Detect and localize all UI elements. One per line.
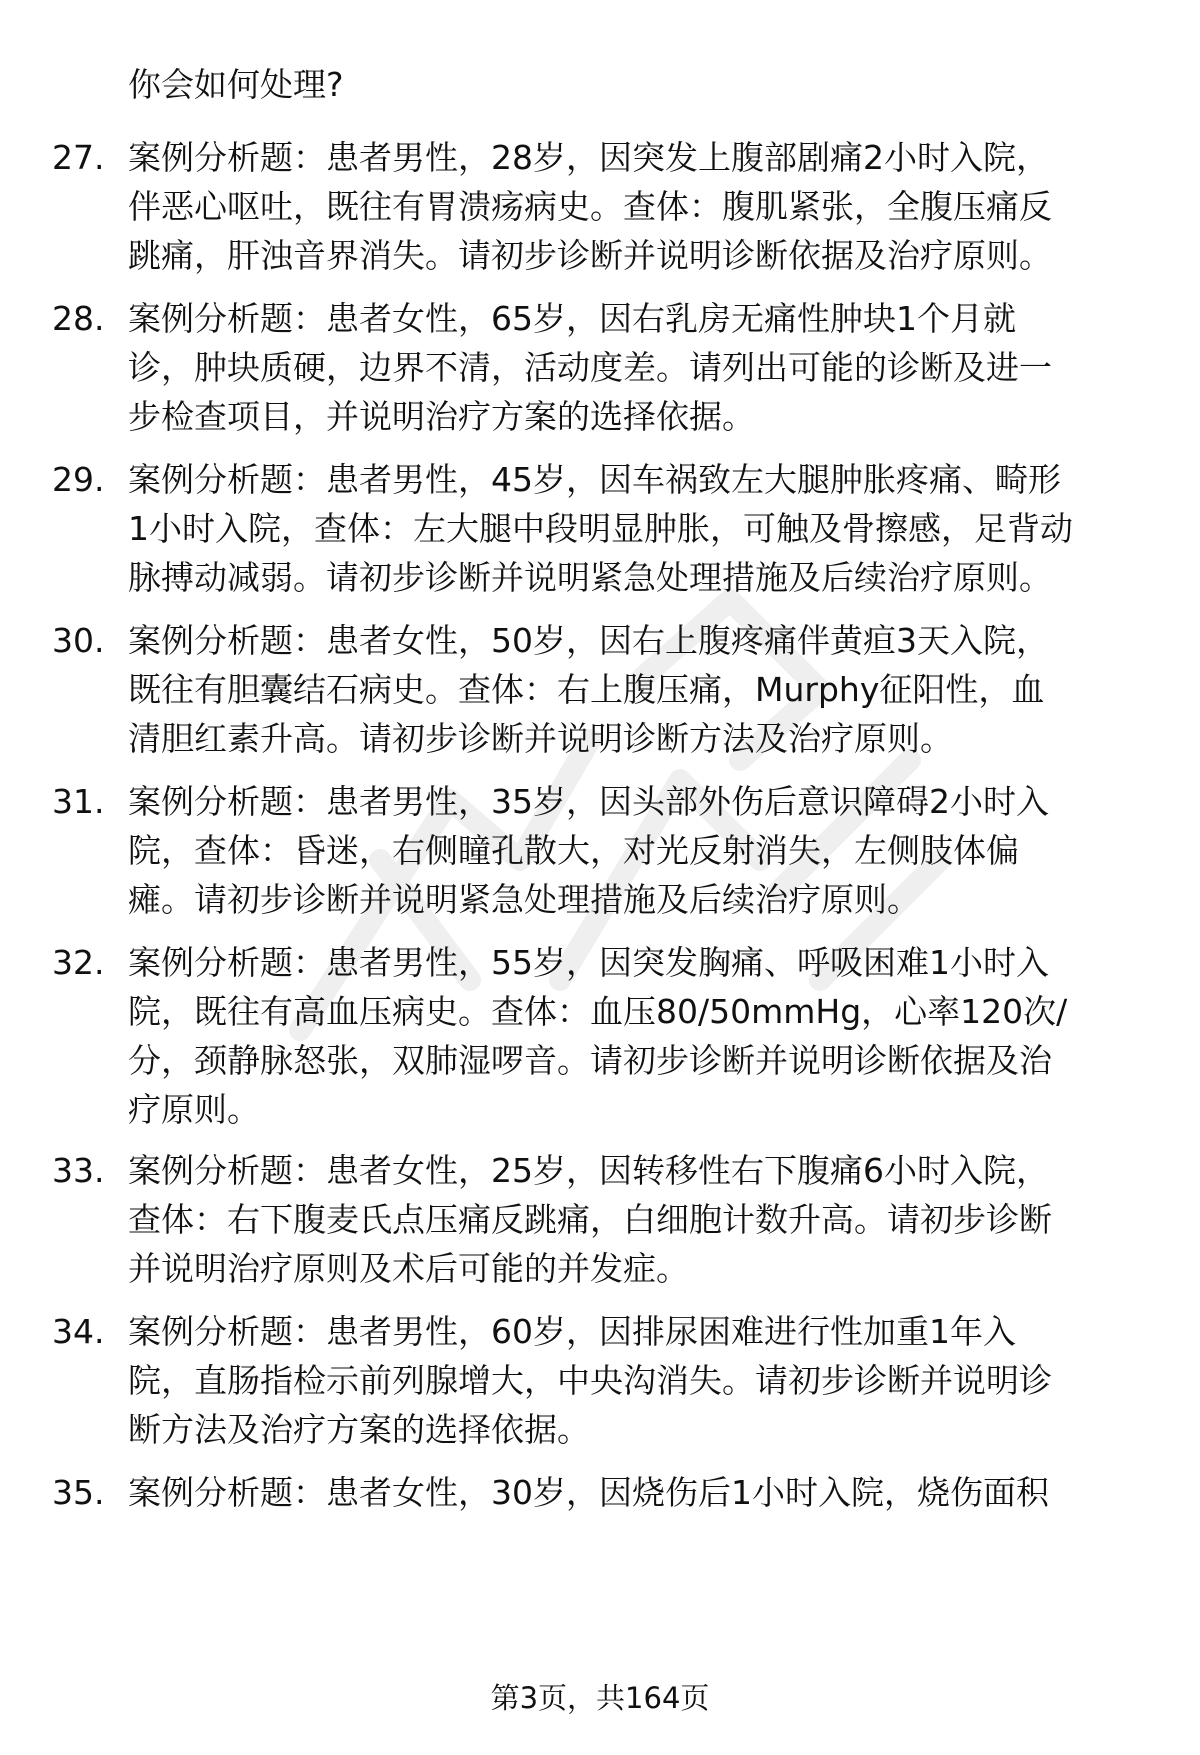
question-number: 34. — [52, 1312, 105, 1351]
question-line: 分，颈静脉怒张，双肺湿啰音。请初步诊断并说明诊断依据及治 — [128, 1041, 1052, 1080]
question-line: 疗原则。 — [128, 1090, 260, 1129]
question-line: 跳痛，肝浊音界消失。请初步诊断并说明诊断依据及治疗原则。 — [128, 236, 1052, 275]
question-text — [128, 455, 1168, 602]
question-line: 查体：右下腹麦氏点压痛反跳痛，白细胞计数升高。请初步诊断 — [128, 1200, 1052, 1239]
question-line: 案例分析题：患者男性，28岁，因突发上腹部剧痛2小时入院， — [128, 138, 1049, 177]
question-line: 脉搏动减弱。请初步诊断并说明紧急处理措施及后续治疗原则。 — [128, 558, 1052, 597]
question-line: 伴恶心呕吐，既往有胃溃疡病史。查体：腹肌紧张，全腹压痛反 — [128, 187, 1052, 226]
question-line: 步检查项目，并说明治疗方案的选择依据。 — [128, 397, 755, 436]
question-text — [128, 938, 1168, 1134]
question-line: 断方法及治疗方案的选择依据。 — [128, 1410, 590, 1449]
question-line: 案例分析题：患者女性，50岁，因右上腹疼痛伴黄疸3天入院， — [128, 621, 1049, 660]
question-line: 诊，肿块质硬，边界不清，活动度差。请列出可能的诊断及进一 — [128, 348, 1052, 387]
question-number: 35. — [52, 1473, 105, 1512]
question-line: 清胆红素升高。请初步诊断并说明诊断方法及治疗原则。 — [128, 719, 953, 758]
question-text — [128, 133, 1168, 280]
question-line: 院，既往有高血压病史。查体：血压80/50mmHg，心率120次/ — [128, 992, 1068, 1031]
question-line: 案例分析题：患者男性，35岁，因头部外伤后意识障碍2小时入 — [128, 782, 1049, 821]
question-number: 30. — [52, 621, 105, 660]
question-text — [128, 1146, 1168, 1293]
question-line: 并说明治疗原则及术后可能的并发症。 — [128, 1249, 689, 1288]
question-line: 案例分析题：患者女性，30岁，因烧伤后1小时入院，烧伤面积 — [128, 1473, 1049, 1512]
question-text — [128, 294, 1168, 441]
question-number: 29. — [52, 460, 105, 499]
question-line: 院，直肠指检示前列腺增大，中央沟消失。请初步诊断并说明诊 — [128, 1361, 1052, 1400]
question-text — [128, 1307, 1168, 1454]
question-line: 院，查体：昏迷，右侧瞳孔散大，对光反射消失，左侧肢体偏 — [128, 831, 1019, 870]
question-number: 28. — [52, 299, 105, 338]
question-line: 既往有胆囊结石病史。查体：右上腹压痛，Murphy征阳性，血 — [128, 670, 1045, 709]
question-number: 27. — [52, 138, 105, 177]
question-line: 案例分析题：患者男性，60岁，因排尿困难进行性加重1年入 — [128, 1312, 1016, 1351]
question-line: 瘫。请初步诊断并说明紧急处理措施及后续治疗原则。 — [128, 880, 920, 919]
question-number: 32. — [52, 943, 105, 982]
question-line: 案例分析题：患者男性，55岁，因突发胸痛、呼吸困难1小时入 — [128, 943, 1049, 982]
question-number: 31. — [52, 782, 105, 821]
question-line: 案例分析题：患者女性，25岁，因转移性右下腹痛6小时入院， — [128, 1151, 1049, 1190]
question-line: 案例分析题：患者男性，45岁，因车祸致左大腿肿胀疼痛、畸形 — [128, 460, 1061, 499]
page-footer: 第3页，共164页 — [490, 1681, 710, 1715]
question-text — [128, 616, 1168, 763]
question-line: 案例分析题：患者女性，65岁，因右乳房无痛性肿块1个月就 — [128, 299, 1016, 338]
question-number: 33. — [52, 1151, 105, 1190]
question-text — [128, 1468, 1168, 1517]
question-line: 1小时入院，查体：左大腿中段明显肿胀，可触及骨擦感，足背动 — [128, 509, 1073, 548]
lead-line: 你会如何处理? — [128, 65, 344, 104]
question-text — [128, 777, 1168, 924]
